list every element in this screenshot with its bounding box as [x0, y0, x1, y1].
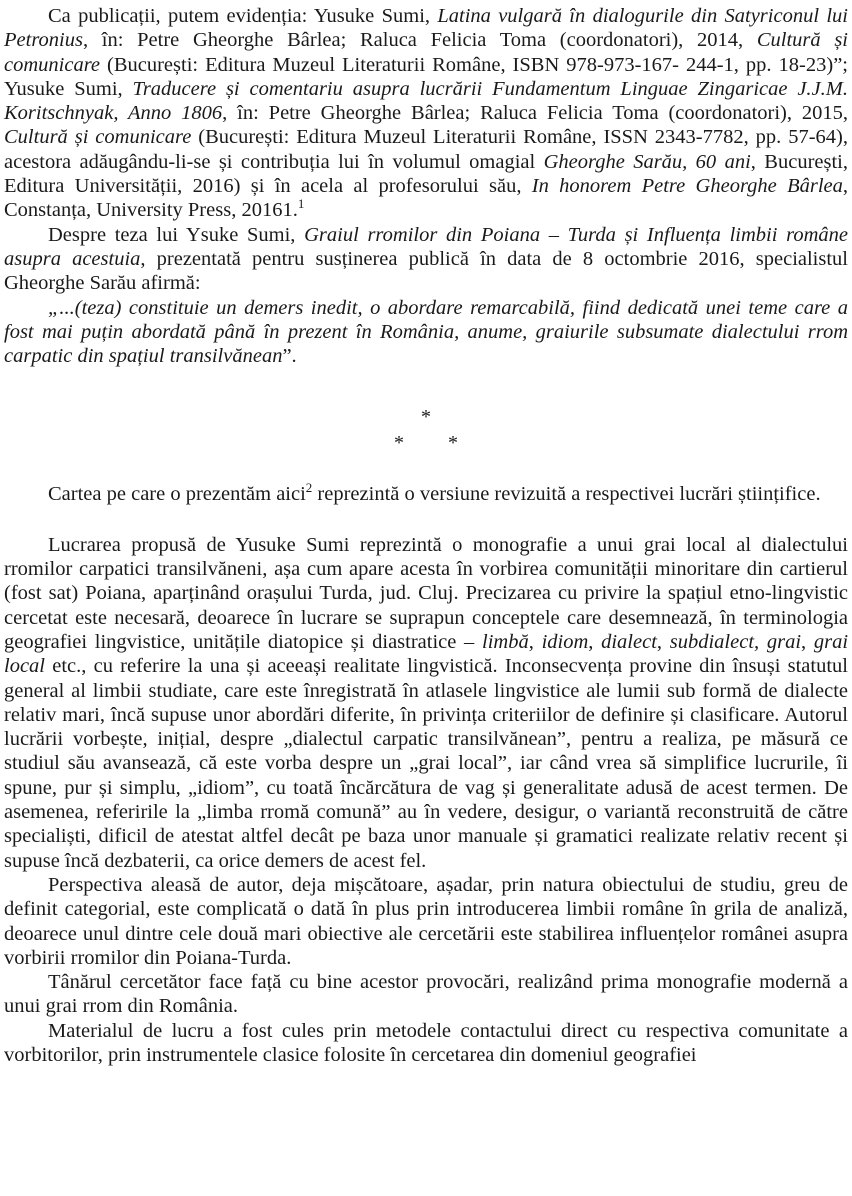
paragraph-monograph: Lucrarea propusă de Yusuke Sumi reprezintă o monografie a unui grai local al dialectului rromilor carpatici transilvăneni, așa cum apare acesta în vorbirea comunității minoritare din cartierul (fost sat) Poiana, aparținând orașului Turda, jud. Cluj. Precizarea cu privire la spațiul etno-lingvistic cercetat este necesară, deoarece în lucrare se suprapun conceptele care desemnează, în terminologia geografiei lingvistice, unitățile diatopice și diastratice – limbă, idiom, dialect, subdialect, grai, grai local etc., cu referire la una și aceeași realitate lingvistică. Inconsecvența provine din însuși statutul general al limbii studiate, care este înregistrată în atlasele lingvistice ale lumii sub formă de dialecte relativ mari, încă supuse unor abordări diferite, în privința criteriilor de definire și clasificare. Autorul lucrării vorbește, inițial, despre „dialectul carpatic transilvănean”, pentru a realiza, pe măsură ce studiul său avansează, că este vorba despre un „grai local”, iar când vrea să simplifice lucrurile, îi spune, pur și simplu, „idiom”, cu toată încărcătura de vag și generalitate adusă de acest termen. De asemenea, referirile la „limba rromă comună” au în vedere, desigur, o variantă reconstruită de către specialiști, dificil de atestat altfel decât pe baza unor manuale și gramatici realizate relativ recent și supuse încă dezbaterii, ca orice demers de acest fel.	[4, 533, 849, 872]
title-traducere-si-comentariu: Traducere și comentariu asupra lucrării Fundamentum Linguae Zingaricae J.J.M. Koritschnyak, Anno 1806	[4, 77, 848, 125]
asterisk-right: *	[448, 432, 458, 455]
title-graiul-rromilor: Graiul rromilor din Poiana – Turda și Influența limbii române asupra acestuia	[4, 223, 848, 270]
title-latina-vulgara: Latina vulgară în dialogurile din Satyriconul lui Petronius	[4, 5, 848, 52]
paragraph-material: Materialul de lucru a fost cules prin metodele contactului direct cu respectiva comunitate a vorbitorilor, prin instrumentele clasice folosite în cercetarea din domeniul geografiei	[4, 1019, 848, 1066]
asterisk-left: *	[394, 432, 404, 455]
paragraph-researcher: Tânărul cercetător face față cu bine acestor provocări, realizând prima monografie modernă a unui grai rrom din România.	[4, 971, 848, 1018]
title-gheorghe-sarau: Gheorghe Sarău, 60 ani	[543, 150, 751, 173]
asterisk-top: *	[421, 406, 431, 429]
paragraph-thesis: Despre teza lui Ysuke Sumi, Graiul rromilor din Poiana – Turda și Influența limbii române asupra acestuia, prezentată pentru susținerea publică în data de 8 octombrie 2016, specialistul Gheorghe Sarău afirmă:	[4, 223, 848, 295]
section-divider-asterism	[4, 404, 848, 456]
document-page	[4, 4, 848, 1067]
quotation: „...(teza) constituie un demers inedit, o abordare remarcabilă, fiind dedicată unei teme care a fost mai puțin abordată până în prezent în România, anume, graiurile subsumate dialectului rrom carpatic din spațiul transilvănean”.	[4, 296, 848, 368]
paragraph-book-intro: Cartea pe care o prezentăm aici$^2$ reprezintă o versiune revizuită a respectivei lucrări științifice.	[48, 479, 821, 506]
footnote-ref-1[interactable]: 1	[297, 195, 305, 211]
title-cultura-si-comunicare-2: Cultură și comunicare	[4, 126, 192, 149]
title-cultura-si-comunicare: Cultură și comunicare	[4, 29, 848, 76]
footnote-ref-2[interactable]: 2	[305, 479, 313, 495]
paragraph-perspective: Perspectiva aleasă de autor, deja mișcătoare, așadar, prin natura obiectului de studiu, greu de definit categorial, este complicată o dată în plus prin introducerea limbii române în grila de analiză, deoarece unul dintre cele două mari obiective ale cercetării este stabilirea influențelor românei asupra vorbirii rromilor din Poiana-Turda.	[4, 873, 848, 969]
spacer	[4, 368, 848, 404]
paragraph-publications: Ca publicații, putem evidenția: Yusuke Sumi, Latina vulgară în dialogurile din Satyriconul lui Petronius, în: Petre Gheorghe Bârlea; Raluca Felicia Toma (coordonatori), 2014, Cultură și comunicare (București: Editura Muzeul Literaturii Române, ISBN 978-973-167- 244-1, pp. 18-23)”; Yusuke Sumi, Traducere și comentariu asupra lucrării Fundamentum Linguae Zingaricae J.J.M. Koritschnyak, Anno 1806, în: Petre Gheorghe Bârlea; Raluca Felicia Toma (coordonatori), 2015, Cultură și comunicare (București: Editura Muzeul Literaturii Române, ISSN 2343-7782, pp. 57-64), acestora adăugându-li-se și contribuția lui în volumul omagial Gheorghe Sarău, 60 ani, București, Editura Universității, 2016) și în acela al profesorului său, In honorem Petre Gheorghe Bârlea, Constanța, University Press, 20161.$^1$	[4, 5, 848, 222]
spacer	[4, 456, 848, 482]
title-in-honorem: In honorem Petre Gheorghe Bârlea	[531, 175, 843, 198]
spacer	[4, 507, 848, 533]
